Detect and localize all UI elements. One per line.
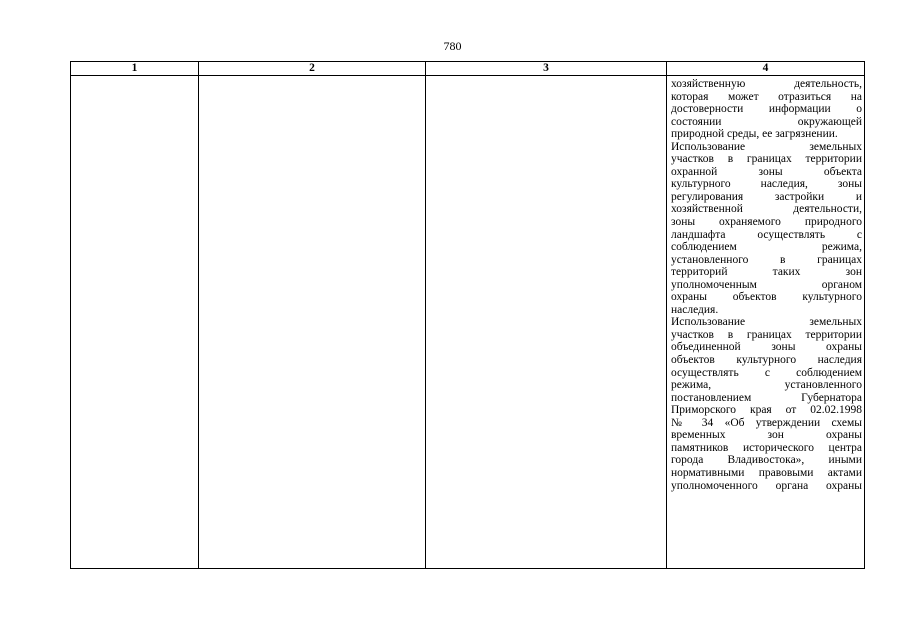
text-line: осуществлять с соблюдением xyxy=(671,366,862,379)
text-line: территорий таких зон xyxy=(671,266,862,279)
table-cell-col4 xyxy=(667,76,865,569)
table-header-row xyxy=(71,62,865,76)
text-line: природной среды, ее загрязнении. xyxy=(671,128,838,141)
text-line: объектов культурного наследия xyxy=(671,354,862,367)
text-line: регулирования застройки и xyxy=(671,190,862,203)
text-line: соблюдением режима, xyxy=(671,241,862,254)
text-line: города Владивостока», иными xyxy=(671,454,862,467)
text-line: достоверности информации о xyxy=(671,103,862,116)
text-line: постановлением Губернатора xyxy=(671,391,862,404)
table-cell-col1 xyxy=(71,76,199,569)
text-line: уполномоченным органом xyxy=(671,278,862,291)
column-header-1: 1 xyxy=(71,62,199,76)
text-line: уполномоченного органа охраны xyxy=(671,479,862,492)
column-header-4: 4 xyxy=(667,62,865,76)
text-line: временных зон охраны xyxy=(671,429,862,442)
text-line: объединенной зоны охраны xyxy=(671,341,862,354)
table-cell-col2 xyxy=(199,76,426,569)
table-row xyxy=(71,76,865,569)
text-line: хозяйственную деятельность, xyxy=(671,78,862,90)
page-number: 780 xyxy=(443,39,462,53)
text-line: памятников исторического центра xyxy=(671,441,862,454)
column4-text xyxy=(667,76,864,492)
text-line: Приморского края от 02.02.1998 xyxy=(671,404,862,417)
text-line: охранной зоны объекта xyxy=(671,165,862,178)
table-cell-col3 xyxy=(426,76,667,569)
text-line: охраны объектов культурного xyxy=(671,291,862,304)
document-table xyxy=(70,61,865,569)
text-line: № 34 «Об утверждении схемы xyxy=(671,416,862,429)
text-line: режима, установленного xyxy=(671,379,862,392)
column-header-3: 3 xyxy=(426,62,667,76)
text-line: зоны охраняемого природного xyxy=(671,216,862,229)
text-line: участков в границах территории xyxy=(671,328,862,341)
text-line: Использование земельных xyxy=(671,316,862,329)
text-line: установленного в границах xyxy=(671,253,862,266)
text-line: хозяйственной деятельности, xyxy=(671,203,862,216)
text-line: ландшафта осуществлять с xyxy=(671,228,862,241)
text-line: культурного наследия, зоны xyxy=(671,178,862,191)
text-line: Использование земельных xyxy=(671,140,862,153)
text-line: наследия. xyxy=(671,303,719,316)
text-line: участков в границах территории xyxy=(671,153,862,166)
text-line: состоянии окружающей xyxy=(671,115,862,128)
text-line: которая может отразиться на xyxy=(671,90,862,103)
column-header-2: 2 xyxy=(199,62,426,76)
text-line: нормативными правовыми актами xyxy=(671,466,862,479)
